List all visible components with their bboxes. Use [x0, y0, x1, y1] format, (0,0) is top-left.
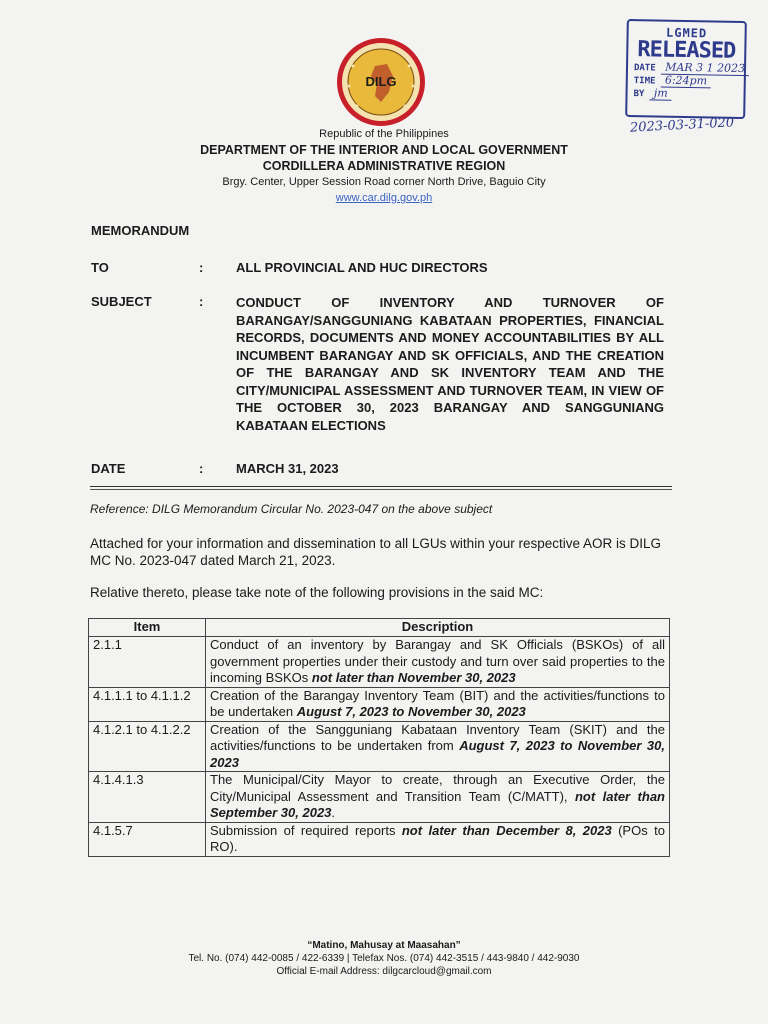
- description-emphasis: August 7, 2023 to November 30, 2023: [296, 704, 526, 719]
- table-row: [89, 687, 670, 721]
- description-tail: (POs to RO).: [210, 822, 665, 854]
- divider-rule-thin: [90, 489, 672, 490]
- divider-rule: [90, 486, 672, 487]
- table-cell-item: 4.1.1.1 to 4.1.1.2: [89, 687, 206, 721]
- description-emphasis: not later than September 30, 2023: [210, 788, 665, 820]
- seal-text: DILG: [365, 74, 397, 89]
- provisions-table: [88, 618, 670, 857]
- header-region: CORDILLERA ADMINISTRATIVE REGION: [262, 159, 506, 173]
- reference-line: Reference: DILG Memorandum Circular No. 2023-047 on the above subject: [90, 502, 493, 516]
- body-paragraph-1: Attached for your information and dissemination to all LGUs within your respective AOR is DILG MC No. 2023-047 dated March 21, 2023.: [90, 536, 662, 568]
- stamp-handwritten-date: 2023-03-31-020: [629, 115, 735, 136]
- subject-colon: :: [199, 294, 204, 309]
- header-republic: Republic of the Philippines: [319, 128, 449, 140]
- stamp-by-row: [627, 87, 743, 102]
- description-emphasis: not later than December 8, 2023: [401, 822, 612, 838]
- stamp-date-value: MAR 3 1 2023: [661, 61, 749, 77]
- dilg-seal-icon: [335, 36, 427, 128]
- description-text: Creation of the Barangay Inventory Team (BIT) and the activities/functions to be undertaken: [210, 687, 665, 719]
- table-cell-description: [206, 772, 670, 823]
- column-header-item: Item: [89, 619, 206, 637]
- footer-telephone: Tel. No. (074) 442-0085 / 422-6339 | Telefax Nos. (074) 442-3515 / 443-9840 / 442-9030: [188, 953, 580, 964]
- description-emphasis: not later than November 30, 2023: [311, 670, 516, 685]
- header-department: DEPARTMENT OF THE INTERIOR AND LOCAL GOVERNMENT: [200, 143, 568, 157]
- stamp-status: RELEASED: [637, 37, 736, 64]
- stamp-by-label: BY: [633, 89, 645, 100]
- column-header-description: Description: [206, 619, 670, 637]
- table-cell-item: 2.1.1: [89, 637, 206, 688]
- stamp-org: LGMED: [665, 25, 708, 41]
- header-website-link[interactable]: www.car.dilg.gov.ph: [335, 192, 433, 204]
- header-address: Brgy. Center, Upper Session Road corner North Drive, Baguio City: [222, 176, 546, 188]
- date-label: DATE: [91, 461, 126, 476]
- table-cell-description: [206, 822, 670, 856]
- table-cell-description: [206, 637, 670, 688]
- table-cell-description: [206, 721, 670, 772]
- table-cell-item: 4.1.2.1 to 4.1.2.2: [89, 721, 206, 772]
- table-row: [89, 721, 670, 772]
- description-tail: .: [331, 805, 336, 820]
- table-cell-item: 4.1.4.1.3: [89, 772, 206, 823]
- released-stamp: [625, 19, 747, 119]
- table-row: [89, 822, 670, 856]
- subject-value: CONDUCT OF INVENTORY AND TURNOVER OF BARANGAY/SANGGUNIANG KABATAAN PROPERTIES, FINANCIAL RECORDS, DOCUMENTS AND MONEY ACCOUNTABILITIES BY ALL INCUMBENT BARANGAY AND SK OFFICIALS, AND THE CREATION OF THE BARANGAY AND SK INVENTORY TEAM AND THE CITY/MUNICIPAL ASSESSMENT AND TURNOVER TEAM, IN VIEW OF THE OCTOBER 30, 2023 BARANGAY AND SANGGUNIANG KABATAAN ELECTIONS: [236, 295, 664, 433]
- description-text: The Municipal/City Mayor to create, through an Executive Order, the City/Municipal Assessment and Transition Team (C/MATT),: [210, 772, 665, 804]
- table-cell-item: 4.1.5.7: [89, 822, 206, 856]
- stamp-date-label: DATE: [633, 63, 656, 74]
- table-header-row: [89, 619, 670, 637]
- table-row: [89, 772, 670, 823]
- description-emphasis: August 7, 2023 to November 30, 2023: [210, 738, 666, 770]
- description-text: Conduct of an inventory by Barangay and SK Officials (BSKOs) of all government properties under their custody and turn over said properties to the incoming BSKOs: [210, 637, 665, 685]
- stamp-by-value: jm: [650, 86, 672, 100]
- memo-title: MEMORANDUM: [91, 223, 190, 238]
- to-label: TO: [91, 260, 109, 275]
- date-colon: :: [199, 461, 204, 476]
- description-text: Submission of required reports: [210, 822, 402, 838]
- subject-label: SUBJECT: [91, 294, 152, 309]
- stamp-time-value: 6:24pm: [661, 74, 711, 89]
- body-paragraph-2: Relative thereto, please take note of the following provisions in the said MC:: [90, 585, 544, 600]
- stamp-time-label: TIME: [633, 76, 656, 87]
- to-value: ALL PROVINCIAL AND HUC DIRECTORS: [236, 260, 488, 275]
- table-cell-description: [206, 687, 670, 721]
- footer-motto: “Matino, Mahusay at Maasahan”: [307, 940, 461, 951]
- footer-email: Official E-mail Address: dilgcarcloud@gmail.com: [276, 966, 492, 977]
- date-value: MARCH 31, 2023: [236, 461, 339, 476]
- description-text: Creation of the Sangguniang Kabataan Inventory Team (SKIT) and the activities/functions to be undertaken from: [210, 721, 665, 753]
- table-row: [89, 637, 670, 688]
- to-colon: :: [199, 260, 204, 275]
